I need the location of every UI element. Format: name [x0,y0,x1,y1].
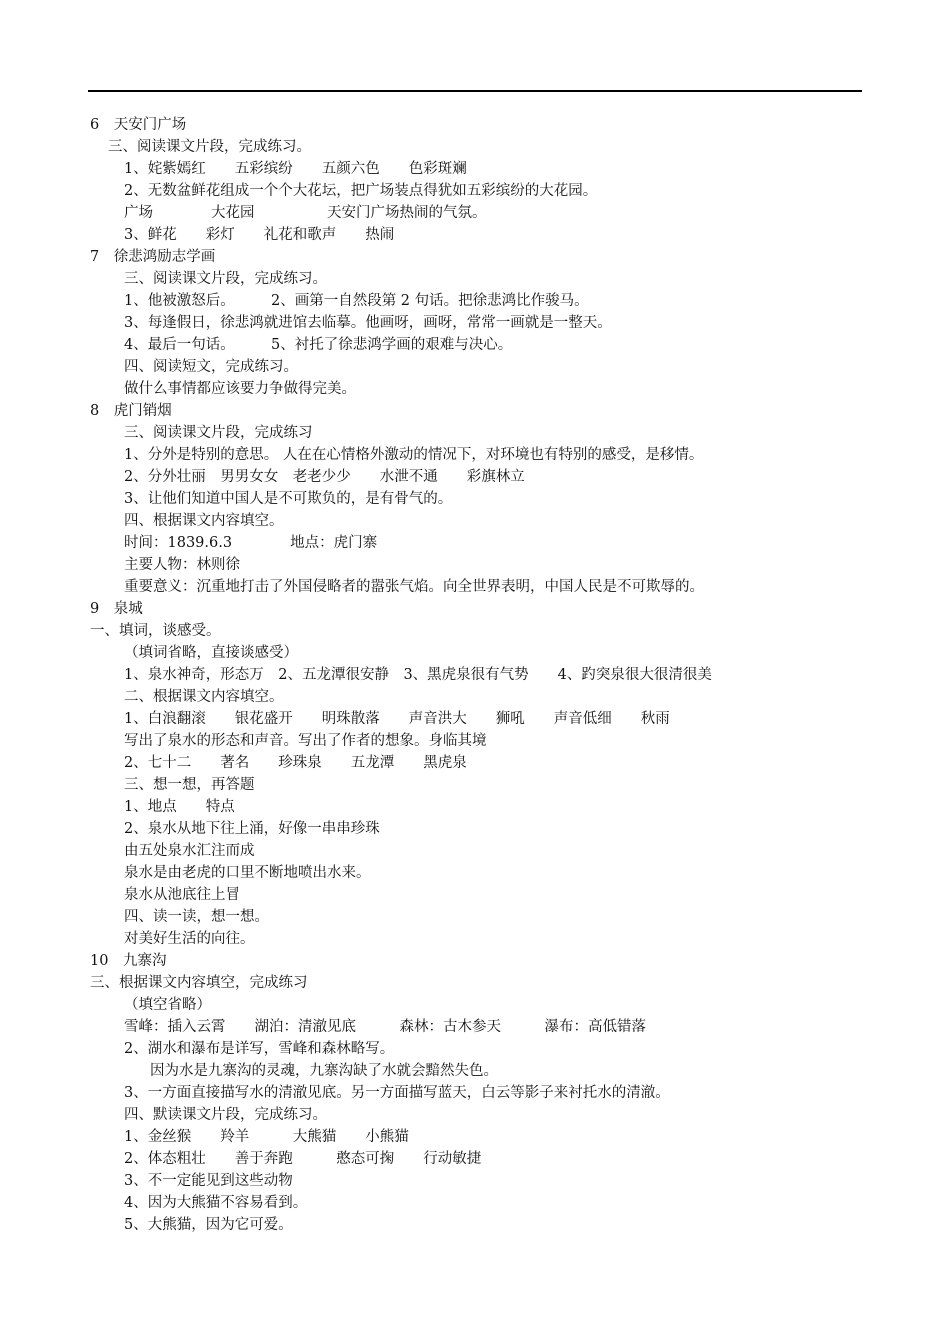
text-line [0,180,950,202]
text-line [0,1148,950,1170]
text-line [0,1214,950,1236]
text-line-content: 2、湖水和瀑布是详写，雪峰和森林略写。 [124,1041,395,1057]
text-line-content: 5、大熊猫，因为它可爱。 [124,1217,293,1233]
text-line [0,224,950,246]
text-line-content: 泉水从池底往上冒 [124,887,240,903]
text-line [0,334,950,356]
text-line [0,356,950,378]
text-line-content: 1、白浪翻滚 银花盛开 明珠散落 声音洪大 狮吼 声音低细 秋雨 [124,711,670,727]
text-line-content: 由五处泉水汇注而成 [124,843,255,859]
text-line-content: 因为水是九寨沟的灵魂，九寨沟缺了水就会黯然失色。 [150,1063,498,1079]
text-line-content: 写出了泉水的形态和声音。写出了作者的想象。身临其境 [124,733,487,749]
text-line-content: 三、阅读课文片段，完成练习 [124,425,313,441]
text-line-content: （填空省略） [124,997,211,1013]
text-line [0,972,950,994]
answer-key-body [0,114,950,1236]
text-line [0,1104,950,1126]
text-line [0,532,950,554]
text-line [0,840,950,862]
text-line [0,1082,950,1104]
text-line [0,620,950,642]
text-line [0,862,950,884]
text-line [0,664,950,686]
text-line-content: 6 天安门广场 [90,117,187,133]
text-line [0,752,950,774]
header-rule [88,90,862,92]
text-line-content: 2、分外壮丽 男男女女 老老少少 水泄不通 彩旗林立 [124,469,525,485]
text-line-content: 4、因为大熊猫不容易看到。 [124,1195,308,1211]
text-line-content: 三、阅读课文片段，完成练习。 [108,139,311,155]
text-line-content: 2、泉水从地下往上涌，好像一串串珍珠 [124,821,380,837]
text-line-content: 主要人物：林则徐 [124,557,240,573]
text-line [0,422,950,444]
text-line-content: 2、无数盆鲜花组成一个个大花坛，把广场装点得犹如五彩缤纷的大花园。 [124,183,598,199]
text-line [0,950,950,972]
text-line-content: 二、根据课文内容填空。 [124,689,284,705]
text-line-content: 3、每逢假日，徐悲鸿就进馆去临摹。他画呀，画呀，常常一画就是一整天。 [124,315,612,331]
text-line [0,466,950,488]
text-line-content: （填词省略，直接谈感受） [124,645,298,661]
text-line [0,290,950,312]
text-line [0,158,950,180]
text-line [0,1192,950,1214]
text-line [0,554,950,576]
text-line [0,1170,950,1192]
text-line [0,246,950,268]
text-line [0,730,950,752]
text-line-content: 四、读一读，想一想。 [124,909,269,925]
text-line-content: 7 徐悲鸿励志学画 [90,249,216,265]
text-line [0,268,950,290]
text-line [0,114,950,136]
text-line-content: 三、根据课文内容填空，完成练习 [90,975,308,991]
text-line-content: 做什么事情都应该要力争做得完美。 [124,381,356,397]
text-line [0,202,950,224]
text-line-content: 3、不一定能见到这些动物 [124,1173,293,1189]
text-line-content: 1、泉水神奇，形态万 2、五龙潭很安静 3、黑虎泉很有气势 4、趵突泉很大很清很美 [124,667,712,683]
text-line-content: 泉水是由老虎的口里不断地喷出水来。 [124,865,371,881]
text-line [0,378,950,400]
text-line-content: 3、鲜花 彩灯 礼花和歌声 热闹 [124,227,395,243]
text-line-content: 重要意义：沉重地打击了外国侵略者的嚣张气焰。向全世界表明，中国人民是不可欺辱的。 [124,579,704,595]
text-line-content: 时间：1839.6.3 地点：虎门寨 [124,535,378,551]
text-line-content: 四、默读课文片段，完成练习。 [124,1107,327,1123]
text-line [0,774,950,796]
text-line-content: 对美好生活的向往。 [124,931,255,947]
text-line-content: 四、阅读短文，完成练习。 [124,359,298,375]
text-line-content: 2、体态粗壮 善于奔跑 憨态可掬 行动敏捷 [124,1151,482,1167]
text-line [0,686,950,708]
text-line [0,444,950,466]
text-line [0,796,950,818]
text-line [0,1016,950,1038]
text-line [0,1060,950,1082]
text-line [0,312,950,334]
text-line-content: 三、阅读课文片段，完成练习。 [124,271,327,287]
text-line-content: 1、金丝猴 羚羊 大熊猫 小熊猫 [124,1129,409,1145]
text-line [0,884,950,906]
text-line [0,818,950,840]
text-line [0,488,950,510]
text-line-content: 1、他被激怒后。 2、画第一自然段第 2 句话。把徐悲鸿比作骏马。 [124,293,589,309]
text-line-content: 8 虎门销烟 [90,403,172,419]
text-line-content: 3、一方面直接描写水的清澈见底。另一方面描写蓝天，白云等影子来衬托水的清澈。 [124,1085,670,1101]
text-line-content: 4、最后一句话。 5、衬托了徐悲鸿学画的艰难与决心。 [124,337,513,353]
text-line-content: 9 泉城 [90,601,143,617]
text-line-content: 1、地点 特点 [124,799,235,815]
text-line-content: 一、填词，谈感受。 [90,623,221,639]
text-line-content: 1、姹紫嫣红 五彩缤纷 五颜六色 色彩斑斓 [124,161,467,177]
text-line [0,708,950,730]
text-line [0,906,950,928]
text-line-content: 广场 大花园 天安门广场热闹的气氛。 [124,205,487,221]
text-line-content: 三、想一想，再答题 [124,777,255,793]
text-line [0,928,950,950]
text-line [0,510,950,532]
text-line [0,1126,950,1148]
text-line-content: 2、七十二 著名 珍珠泉 五龙潭 黑虎泉 [124,755,467,771]
text-line [0,598,950,620]
text-line [0,1038,950,1060]
text-line [0,994,950,1016]
text-line-content: 1、分外是特别的意思。 人在在心情格外激动的情况下，对环境也有特别的感受，是移情。 [124,447,704,463]
text-line-content: 四、根据课文内容填空。 [124,513,284,529]
text-line [0,400,950,422]
text-line-content: 10 九寨沟 [90,953,167,969]
text-line [0,576,950,598]
text-line-content: 3、让他们知道中国人是不可欺负的，是有骨气的。 [124,491,453,507]
text-line [0,136,950,158]
text-line-content: 雪峰：插入云霄 湖泊：清澈见底 森林：古木参天 瀑布：高低错落 [124,1019,646,1035]
text-line [0,642,950,664]
